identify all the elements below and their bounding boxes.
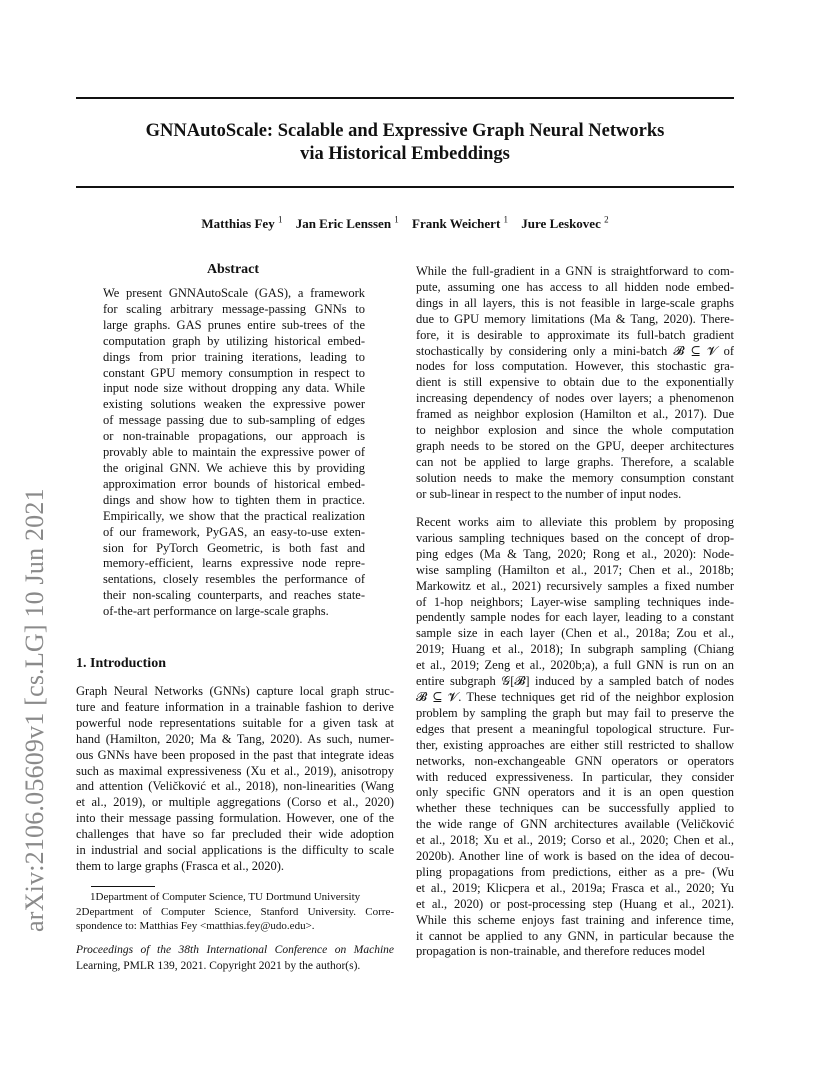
text-line: ping edges (Ma & Tang, 2020; Rong et al., 2020): Node-: [416, 546, 734, 561]
text-line: sample size in each layer (Chen et al., 2018a; Zou et al.,: [416, 626, 734, 641]
text-line: dings in all layers, this is not feasible in large-scale graphs: [416, 295, 734, 310]
text-line: due to GPU memory limitations (Ma & Tang, 2020). There-: [416, 311, 734, 326]
text-line: sion for PyTorch Geometric, is both fast and: [103, 540, 365, 555]
text-line: or non-trainable propagations, our approach is: [103, 429, 365, 444]
text-line: While this scheme enjoys fast training and inference time,: [416, 912, 734, 927]
footnote-line: 2Department of Computer Science, Stanford University. Corre-: [76, 905, 394, 918]
text-line: input node size without dropping any data. While: [103, 381, 365, 396]
text-line: dient is still expensive to obtain due to the exponentially: [416, 375, 734, 390]
text-line: to neighbor explosion and since the whole computation: [416, 423, 734, 438]
text-line: Markowitz et al., 2021) recursively samples a fixed number: [416, 578, 734, 593]
arxiv-identifier: arXiv:2106.05609v1 [cs.LG] 10 Jun 2021: [20, 488, 49, 932]
text-line: dings and show how to tighten them in practice.: [103, 492, 365, 507]
text-line: entire subgraph 𝒢[𝓑] induced by a sampled batch of nodes: [416, 674, 734, 689]
abstract-body: [103, 286, 365, 620]
author: Jure Leskovec $^2$: [521, 215, 609, 232]
author-list: [76, 215, 734, 232]
text-line: only specific GNN operators and it is an open question: [416, 785, 734, 800]
proceedings-line: Proceedings of the 38th International Conference on Machine: [76, 944, 394, 956]
text-line: We present GNNAutoScale (GAS), a framework: [103, 286, 365, 300]
text-line: of message passing due to sub-sampling of edges: [103, 413, 365, 428]
text-line: graph needs to be stored on the GPU, deeper architectures: [416, 438, 734, 453]
text-line: edges that present a meaningful topological structure. Fur-: [416, 721, 734, 736]
text-line: Recent works aim to alleviate this problem by proposing: [416, 515, 734, 529]
text-line: nodes for loss computation. However, this stochastic gra-: [416, 359, 734, 374]
paper-title: [76, 120, 734, 166]
text-line: such as maximal expressiveness (Xu et al., 2019), anisotropy: [76, 763, 394, 778]
text-line: the original GNN. We achieve this by providing: [103, 460, 365, 475]
text-line: into their message passing formulation. However, one of the: [76, 811, 394, 826]
text-line: Graph Neural Networks (GNNs) capture local graph struc-: [76, 684, 394, 698]
text-line: in industrial and social applications is the difficulty to scale: [76, 843, 394, 858]
text-line: or sub-linear in respect to the number of input nodes.: [416, 486, 682, 501]
text-line: hand (Hamilton, 2020; Ma & Tang, 2020). As such, numer-: [76, 731, 394, 746]
text-line: memory-efficient, learns expressive node repre-: [103, 556, 365, 571]
text-line: ther, existing approaches are either still restricted to shallow: [416, 737, 734, 752]
text-line: et al., 2019), or multiple aggregations (Corso et al., 2020): [76, 795, 394, 810]
text-line: challenges that have so far precluded their wide adoption: [76, 827, 394, 842]
footnote-rule: [91, 886, 155, 887]
text-line: whether these techniques can be successfully applied to: [416, 801, 734, 816]
text-line: sentations, closely resembles the performance of: [103, 572, 365, 587]
proceedings-note: [76, 943, 394, 974]
text-line: provably able to maintain the expressive power of: [103, 445, 365, 460]
text-line: 2019; Huang et al., 2018); In subgraph sampling (Chiang: [416, 642, 734, 657]
title-line: GNNAutoScale: Scalable and Expressive Graph Neural Networks: [145, 121, 665, 141]
text-line: of-the-art performance on large-scale graphs.: [103, 604, 329, 619]
text-line: 𝓑 ⊆ 𝓥. These techniques get rid of the neighbor explosion: [416, 689, 734, 704]
text-line: pling propagations from predictions, either as a pre- (Wu: [416, 864, 734, 879]
footnote-line: spondence to: Matthias Fey <matthias.fey@udo.edu>.: [76, 920, 315, 932]
affiliation-footnotes: [76, 890, 394, 934]
text-line: propagation is non-trainable, and therefore reduces model: [416, 944, 706, 959]
author: Jan Eric Lenssen $^1$: [295, 215, 399, 232]
text-line: solution needs to make the memory consumption constant: [416, 470, 734, 485]
text-line: it cannot be applied to any GNN, in particular because the: [416, 928, 734, 943]
text-line: et al., 2019; Klicpera et al., 2019a; Frasca et al., 2020; Yu: [416, 880, 734, 895]
text-line: with reduced expressiveness. In particular, they consider: [416, 769, 734, 784]
text-line: constant GPU memory consumption in respect to: [103, 365, 365, 380]
text-line: increasing dependency of nodes over layers; a phenomenon: [416, 391, 734, 406]
text-line: them to large graphs (Frasca et al., 2020).: [76, 858, 285, 873]
author: Frank Weichert $^1$: [412, 215, 509, 232]
text-line: fore, it is desirable to approximate its full-batch gradient: [416, 327, 734, 342]
text-line: their non-scaling counterparts, and reaches state-: [103, 588, 365, 603]
text-line: ous GNNs have been proposed in the past that integrate ideas: [76, 747, 394, 762]
right-column-paragraph-1: [416, 264, 734, 503]
text-line: et al., 2018; Xu et al., 2019; Corso et al., 2020; Chen et al.,: [416, 833, 734, 848]
text-line: can not be applied to large graphs. Therefore, a scalable: [416, 454, 734, 469]
title-top-rule: [76, 97, 734, 99]
proceedings-line: Learning, PMLR 139, 2021. Copyright 2021 by the author(s).: [76, 959, 361, 972]
text-line: the wide range of GNN architectures available (Veličković: [416, 817, 734, 832]
text-line: large graphs. GAS prunes entire sub-trees of the: [103, 317, 365, 332]
text-line: Empirically, we show that the practical realization: [103, 508, 365, 523]
text-line: stochastically by considering only a mini-batch 𝓑 ⊆ 𝓥 of: [416, 343, 734, 358]
text-line: framed as neighbor explosion (Hamilton et al., 2017). Due: [416, 407, 734, 422]
introduction-body: [76, 684, 394, 875]
text-line: et al., 2019; Zeng et al., 2020b;a), a full GNN is run on an: [416, 658, 734, 673]
text-line: dings from prior training iterations, leading to: [103, 349, 365, 364]
title-bottom-rule: [76, 186, 734, 188]
text-line: of 1-hop neighbors; Layer-wise sampling techniques inde-: [416, 594, 734, 609]
text-line: computation graph by utilizing historical embed-: [103, 333, 365, 348]
text-line: pute, assuming one has access to all hidden node embed-: [416, 279, 734, 294]
text-line: ture and feature information in a trainable fashion to derive: [76, 699, 394, 714]
right-column-paragraph-2: [416, 515, 734, 960]
text-line: existing solutions weaken the expressive power: [103, 397, 365, 412]
section-heading-introduction: 1. Introduction: [76, 656, 166, 671]
text-line: 2020b). Another line of work is based on the idea of decou-: [416, 849, 734, 864]
text-line: and attention (Veličković et al., 2018), non-linearities (Wang: [76, 779, 394, 794]
text-line: While the full-gradient in a GNN is straightforward to com-: [416, 264, 734, 278]
text-line: et al., 2020) or post-processing step (Huang et al., 2021).: [416, 896, 734, 911]
footnote-line: 1Department of Computer Science, TU Dortmund University: [90, 891, 361, 903]
text-line: for scaling arbitrary message-passing GNNs to: [103, 301, 365, 316]
text-line: powerful node representations suitable for a given task at: [76, 715, 394, 730]
text-line: pendently sample nodes for each layer, leading to a constant: [416, 610, 734, 625]
abstract-heading: Abstract: [206, 262, 260, 277]
text-line: various sampling techniques based on the concept of drop-: [416, 530, 734, 545]
text-line: approximation error bounds of historical embed-: [103, 476, 365, 491]
text-line: networks, non-exchangeable GNN operators or operators: [416, 753, 734, 768]
text-line: of our framework, PyGAS, an easy-to-use exten-: [103, 524, 365, 539]
title-line: via Historical Embeddings: [300, 144, 510, 164]
text-line: problem by sampling the graph but may fail to preserve the: [416, 705, 734, 720]
author: Matthias Fey $^1$: [201, 215, 283, 232]
text-line: wise sampling (Hamilton et al., 2017; Chen et al., 2018b;: [416, 562, 734, 577]
